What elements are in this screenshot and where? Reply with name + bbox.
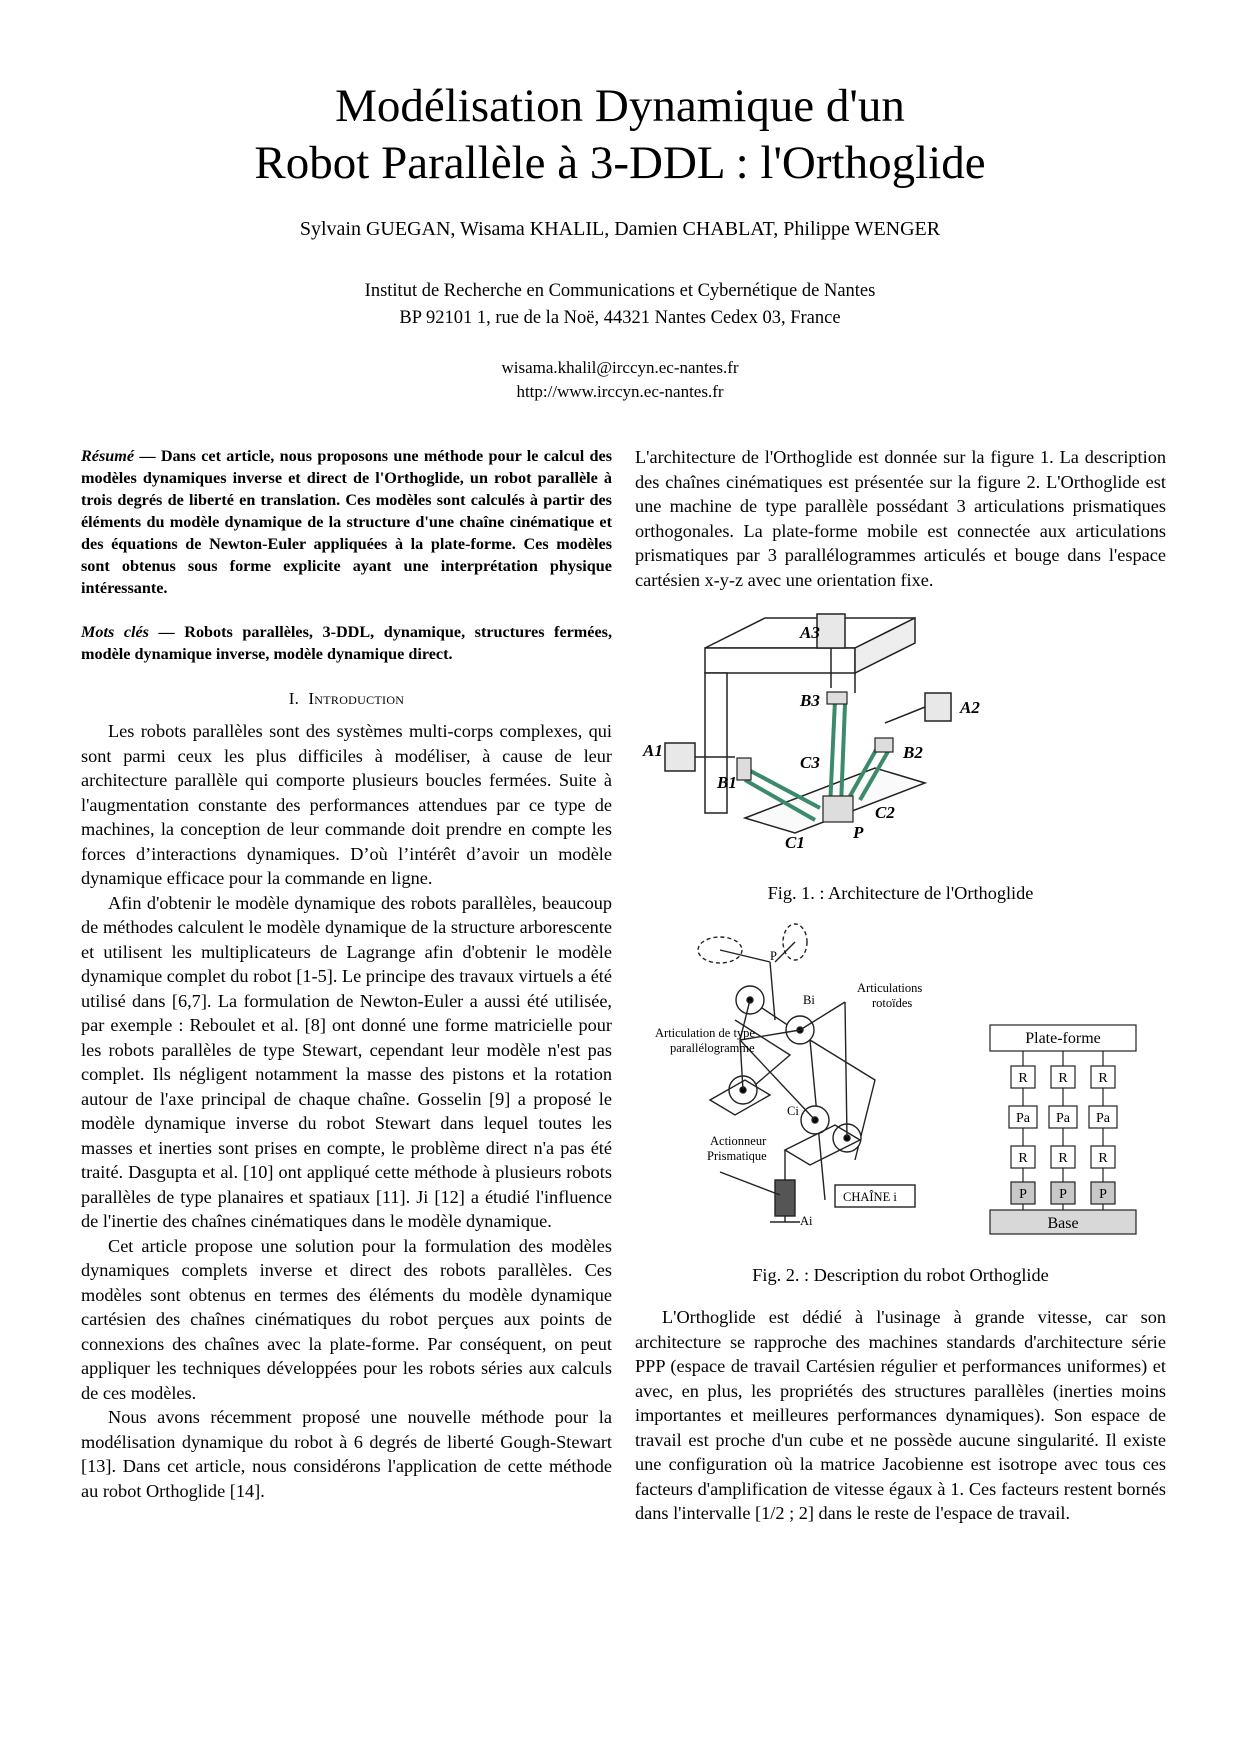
orthoglide-architecture-drawing [635,608,1166,873]
architecture-paragraph: L'architecture de l'Orthoglide est donnée sur la figure 1. La description des chaînes cinématiques est présentée sur la figure 2. L'Orthoglide est une machine de type parallèle possédant 3 articulations prismatiques orthogonales. La plate-forme mobile est connectée aux articulations prismatiques par 3 parallélogrammes articulés et bouge dans l'espace cartésien x-y-z avec une orientation fixe. [635,447,1166,590]
website-link[interactable]: http://www.irccyn.ec-nantes.fr [516,382,724,401]
affiliation-line-2: BP 92101 1, rue de la Noë, 44321 Nantes Cedex 03, France [399,308,841,328]
fig2-actuator-l1: Actionneur [710,1133,767,1148]
fig2-label-Bi: Bi [803,992,815,1007]
figure-1-caption: Fig. 1. : Architecture de l'Orthoglide [767,883,1034,903]
fig2-articulations-l1: Articulations [857,980,923,995]
intro-paragraph-2: Afin d'obtenir le modèle dynamique des robots parallèles, beaucoup de méthodes calculent le modèle dynamique de la structure arborescente et utilisent les multiplicateurs de Lagrange afin d'obtenir le modèle dynamique complet du robot [1-5]. Le principe des travaux virtuels a été utilisé dans [6,7]. La formulation de Newton-Euler a aussi été utilisée, par exemple : Reboulet et al. [8] ont donné une forme matricielle pour les robots parallèles de type Stewart, cependant leur modèle n'est pas complet. Ils négligent notamment la masse des pistons et la rotation autour de l'axe principal de chaque chaîne. Gosselin [9] a proposé le modèle dynamique inverse du robot Stewart dans lequel toutes les masses et inerties sont prises en compte, le problème direct n'a pas été traité. Dasgupta et al. [10] ont appliqué cette méthode à plusieurs robots parallèles de type planaires et spatiaux [11]. Ji [12] a étudié l'influence de l'inertie des chaînes cinématiques dans le modèle dynamique. [81,892,612,1231]
platform-label: Plate-forme [1025,1029,1101,1047]
label-P: P [853,823,864,842]
label-B2: B2 [903,743,923,762]
block-r1-c3: R [1098,1070,1108,1086]
left-column [81,445,612,1503]
label-A3: A3 [800,623,820,642]
affiliation [0,278,1240,332]
block-r2-c1: Pa [1016,1110,1030,1126]
title-line-1: Modélisation Dynamique d'un [335,80,905,132]
chain-description-drawing [635,920,1166,1265]
section-number: I. [288,689,300,708]
label-A1: A1 [643,741,663,760]
fig2-label-P: P [770,948,777,963]
keywords-dash: — [149,623,185,641]
abstract [81,445,612,665]
block-r3-c1: R [1018,1150,1028,1166]
block-r1-c2: R [1058,1070,1068,1086]
figure-1 [635,608,1166,906]
fig2-parallelogram-l2: parallélogramme [670,1040,755,1055]
intro-paragraph-3: Cet article propose une solution pour la formulation des modèles dynamiques complets inverse et direct des robots parallèles. Ces modèles sont obtenus en termes des éléments du modèle dynamique cartésien des chaînes cinématiques du robot perçues aux points de connexions des chaînes avec la plate-forme. Par conséquent, on peut appliquer les techniques développées pour les robots séries aux calculs de ces modèles. [81,1235,612,1403]
keywords-text: Robots parallèles, 3-DDL, dynamique, structures fermées, modèle dynamique inverse, modèle dynamique direct. [81,623,613,663]
affiliation-line-1: Institut de Recherche en Communications et Cybernétique de Nantes [364,281,876,301]
intro-paragraph-4: Nous avons récemment proposé une nouvelle méthode pour la modélisation dynamique du robot à 6 degrés de liberté Gough-Stewart [13]. Dans cet article, nous considérons l'application de cette méthode au robot Orthoglide [14]. [81,1407,612,1501]
block-r2-c3: Pa [1096,1110,1110,1126]
section-title: Introduction [308,689,405,708]
paper-title [0,78,1240,192]
authors: Sylvain GUEGAN, Wisama KHALIL, Damien CHABLAT, Philippe WENGER [299,218,941,240]
label-C3: C3 [800,753,820,772]
fig2-actuator-l2: Prismatique [707,1148,767,1163]
block-r4-c2: P [1059,1186,1067,1202]
block-r3-c3: R [1098,1150,1108,1166]
block-r2-c2: Pa [1056,1110,1070,1126]
fig2-chain-label: CHAÎNE i [843,1189,897,1204]
figure-2-caption: Fig. 2. : Description du robot Orthoglide [752,1264,1049,1285]
fig2-parallelogram-l1: Articulation de type [655,1025,755,1040]
block-r4-c1: P [1019,1186,1027,1202]
abstract-dash: — [134,447,161,465]
label-C2: C2 [875,803,895,822]
block-r3-c2: R [1058,1150,1068,1166]
figure-2 [635,920,1166,1288]
abstract-label: Résumé [81,447,135,465]
orthoglide-paragraph: L'Orthoglide est dédié à l'usinage à grande vitesse, car son architecture se rapproche des machines standards d'architecture série PPP (espace de travail Cartésien régulier et performances uniformes) et avec, en plus, les propriétés des structures parallèles (inerties moins importantes et meilleures performances dynamiques). Son espace de travail est proche d'un cube et ne possède aucune singularité. Il existe une configuration où la matrice Jacobienne est isotrope avec tous ces facteurs d'amplification de vitesse égaux à 1. Ces facteurs restent bornés dans l'intervalle [1/2 ; 2] dans le reste de l'espace de travail. [635,1307,1166,1523]
label-B3: B3 [800,691,820,710]
label-A2: A2 [960,698,980,717]
keywords-label: Mots clés [81,623,149,641]
right-column [635,445,1166,1526]
email-link[interactable]: wisama.khalil@irccyn.ec-nantes.fr [501,358,739,377]
abstract-text: Dans cet article, nous proposons une méthode pour le calcul des modèles dynamiques inverse et direct de l'Orthoglide, un robot parallèle à trois degrés de liberté en translation. Ces modèles sont calculés à partir des éléments du modèle dynamique de la structure d'une chaîne cinématique et des équations de Newton-Euler appliquées à la plate-forme. Ces modèles sont obtenus sous forme explicite ayant une interprétation physique intéressante. [81,447,613,597]
fig2-label-Ai: Ai [800,1213,813,1228]
fig2-articulations-l2: rotoïdes [872,995,913,1010]
base-label: Base [1047,1214,1079,1232]
contact [0,356,1240,404]
label-B1: B1 [717,773,737,792]
intro-paragraph-1: Les robots parallèles sont des systèmes multi-corps complexes, qui sont parmi ceux les plus difficiles à modéliser, à cause de leur architecture parallèle qui comporte plusieurs boucles fermées. Suite à l'augmentation constante des performances attendues par ce type de machines, la conception de leur commande doit prendre en compte les forces d’interactions dynamiques. D’où l’intérêt d’avoir un modèle dynamique efficace pour la commande en ligne. [81,721,612,888]
fig2-label-Ci: Ci [787,1103,799,1118]
block-r4-c3: P [1099,1186,1107,1202]
section-heading [81,689,612,709]
label-C1: C1 [785,833,805,852]
block-r1-c1: R [1018,1070,1028,1086]
title-line-2: Robot Parallèle à 3-DDL : l'Orthoglide [254,137,986,189]
